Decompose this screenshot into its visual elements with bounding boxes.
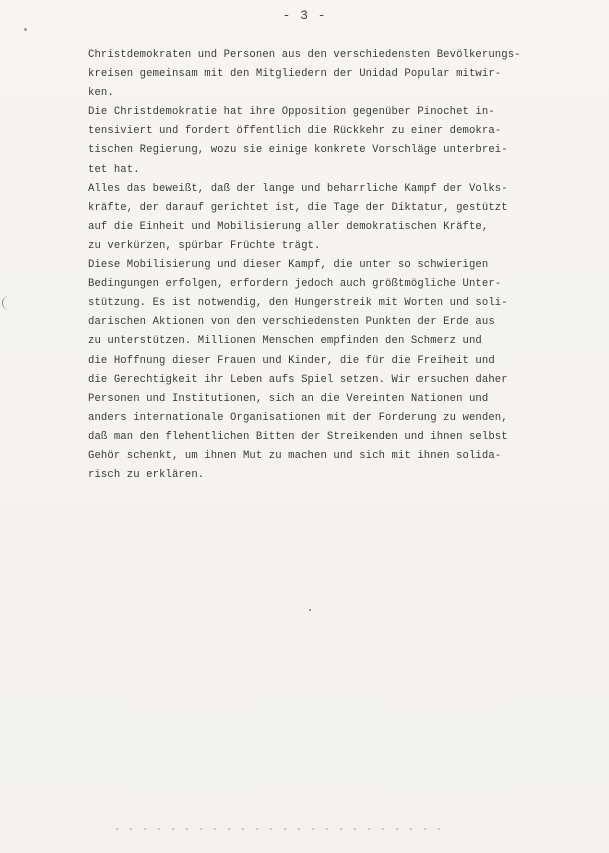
center-speck [309, 609, 311, 611]
text-line: kräfte, der darauf gerichtet ist, die Tage der Diktatur, gestützt [88, 201, 508, 214]
text-line: Gehör schenkt, um ihnen Mut zu machen und sich mit ihnen solida- [88, 449, 502, 462]
bottom-edge-specks [110, 826, 440, 832]
text-line: tensiviert und fordert öffentlich die Rückkehr zu einer demokra- [88, 125, 502, 138]
text-line: Personen und Institutionen, sich an die Vereinten Nationen und [88, 392, 489, 405]
punch-hole-mark [2, 296, 11, 310]
text-line: risch zu erklären. [88, 469, 205, 482]
corner-speck [24, 28, 27, 31]
text-line: ken. [88, 87, 114, 100]
text-line: Christdemokraten und Personen aus den verschiedensten Bevölkerungs- [88, 49, 521, 61]
text-line: zu unterstützen. Millionen Menschen empfinden den Schmerz und [88, 335, 482, 348]
text-line: darischen Aktionen von den verschiedensten Punkten der Erde aus [88, 316, 495, 329]
page-number: - 3 - [282, 8, 327, 23]
text-line: Alles das beweißt, daß der lange und beharrliche Kampf der Volks- [88, 182, 508, 195]
text-line: auf die Einheit und Mobilisierung aller demokratischen Kräfte, [88, 220, 489, 233]
text-line: Bedingungen erfolgen, erfordern jedoch auch größtmögliche Unter- [88, 278, 502, 291]
text-line: Die Christdemokratie hat ihre Opposition gegenüber Pinochet in- [88, 106, 495, 119]
text-line: Diese Mobilisierung und dieser Kampf, die unter so schwierigen [88, 259, 489, 272]
text-line: tet hat. [88, 163, 140, 176]
text-line: die Hoffnung dieser Frauen und Kinder, die für die Freiheit und [88, 354, 495, 367]
text-line: anders internationale Organisationen mit der Forderung zu wenden, [88, 411, 508, 424]
text-line: die Gerechtigkeit ihr Leben aufs Spiel setzen. Wir ersuchen daher [88, 373, 508, 386]
text-line: stützung. Es ist notwendig, den Hungerstreik mit Worten und soli- [88, 297, 508, 310]
text-line: tischen Regierung, wozu sie einige konkrete Vorschläge unterbrei- [88, 144, 508, 157]
text-line: zu verkürzen, spürbar Früchte trägt. [88, 239, 321, 252]
body-text [88, 46, 578, 485]
text-line: daß man den flehentlichen Bitten der Streikenden und ihnen selbst [88, 430, 508, 443]
text-line: kreisen gemeinsam mit den Mitgliedern der Unidad Popular mitwir- [88, 68, 502, 81]
